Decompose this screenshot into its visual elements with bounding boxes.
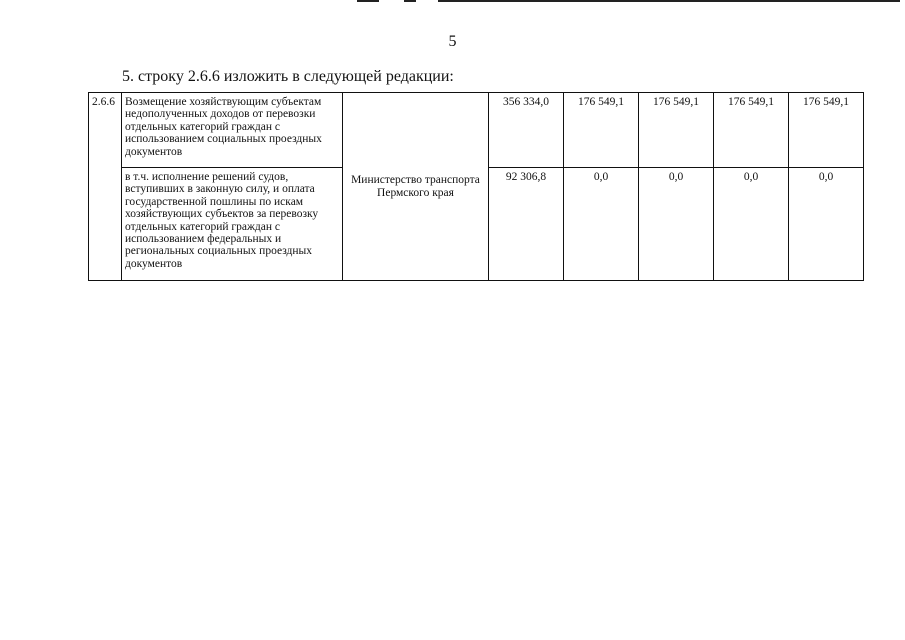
value-cell: 356 334,0 bbox=[489, 93, 564, 168]
amendment-instruction: 5. строку 2.6.6 изложить в следующей редакции: bbox=[122, 68, 454, 85]
value-cell: 0,0 bbox=[564, 168, 639, 281]
value-cell: 176 549,1 bbox=[564, 93, 639, 168]
value-cell: 176 549,1 bbox=[639, 93, 714, 168]
amendment-table bbox=[88, 92, 864, 281]
page-number: 5 bbox=[448, 33, 457, 50]
row-description-sub: в т.ч. исполнение решений судов, вступивших в законную силу, и оплата государственной пошлины по искам хозяйствующих субъектов за перевозку отдельных категорий граждан с использованием федеральных и региональных социальных проездных документов bbox=[122, 168, 343, 281]
value-cell: 0,0 bbox=[639, 168, 714, 281]
responsible-organization: Министерство транспорта Пермского края bbox=[343, 93, 489, 281]
value-cell: 0,0 bbox=[714, 168, 789, 281]
value-cell: 176 549,1 bbox=[789, 93, 864, 168]
value-cell: 92 306,8 bbox=[489, 168, 564, 281]
top-rule-segment bbox=[357, 0, 379, 2]
row-description-main: Возмещение хозяйствующим субъектам недополученных доходов от перевозки отдельных категорий граждан с использованием социальных проездных документов bbox=[122, 93, 343, 168]
value-cell: 0,0 bbox=[789, 168, 864, 281]
top-rule-segment bbox=[438, 0, 900, 2]
row-code: 2.6.6 bbox=[89, 93, 122, 281]
value-cell: 176 549,1 bbox=[714, 93, 789, 168]
table-row bbox=[89, 93, 864, 168]
top-rule-segment bbox=[404, 0, 416, 2]
